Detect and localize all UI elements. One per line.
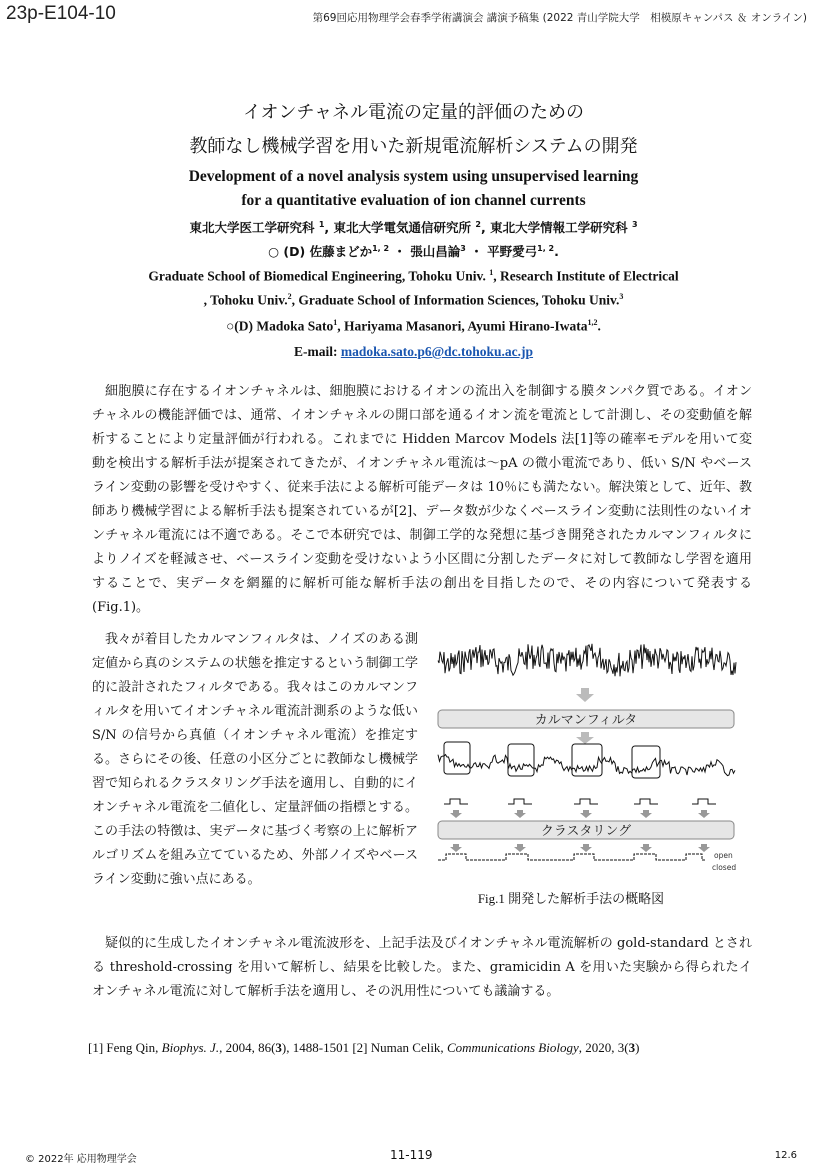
small-down-arrow-icon	[580, 844, 592, 852]
sup: 1	[489, 268, 494, 277]
english-title-line-1: Development of a novel analysis system using unsupervised learning	[188, 168, 639, 185]
english-affiliations-line-1	[0, 268, 827, 285]
author-en-a: ○(D) Madoka Sato	[226, 318, 334, 334]
down-arrow-2	[576, 732, 594, 744]
closed-label: closed	[712, 863, 737, 872]
small-down-arrow-icon	[514, 844, 526, 852]
small-arrows-row-1	[450, 810, 710, 818]
english-affiliations-line-2	[0, 292, 827, 309]
small-down-arrow-icon	[514, 810, 526, 818]
down-arrow-1	[576, 688, 594, 702]
affiliation-en-b: , Research Institute of Electrical	[493, 268, 679, 284]
affiliation-en-d: , Graduate School of Information Sciences, Tohoku Univ.	[291, 292, 620, 308]
author-en-b: , Hariyama Masanori,	[337, 318, 468, 334]
author-prefix: ○ (D)	[268, 244, 310, 259]
email-line	[0, 344, 827, 360]
footer-copyright: © 2022年 応用物理学会	[25, 1154, 137, 1165]
references	[88, 1040, 639, 1056]
sup: 2	[287, 292, 292, 301]
author-en-c: Ayumi Hirano-Iwata	[467, 318, 588, 334]
open-label: open	[714, 851, 733, 860]
body-paragraph-3: 疑似的に生成したイオンチャネル電流波形を、上記手法及びイオンチャネル電流解析の gold-standard とされる threshold-crossing を用いて解析し、結果を比較した。また、gramicidin A を用いた実験から得られたイオンチャネル電流に対して解析手法を適用し、その汎用性についても議論する。	[92, 936, 752, 999]
japanese-affiliations: 東北大学医工学研究科 $^1$, 東北大学電気通信研究所 $^2$, 東北大学情報工学研究科 $^3$	[189, 219, 638, 235]
small-down-arrow-icon	[698, 844, 710, 852]
author-sep: ・	[470, 244, 483, 259]
japanese-title-line-2: 教師なし機械学習を用いた新規電流解析システムの開発	[189, 136, 638, 156]
conference-header: 第69回応用物理学会春季学術講演会 講演予稿集 (2022 青山学院大学 相模原キャンパス ＆ オンライン)	[312, 12, 807, 24]
sup: 3	[460, 243, 466, 253]
ref1-journal: Biophys. J.	[161, 1040, 220, 1055]
segment-box-2	[508, 744, 534, 776]
segment-box-1	[444, 742, 470, 774]
ref2-issue: 3	[628, 1040, 636, 1055]
japanese-title-line-1: イオンチャネル電流の定量的評価のための	[243, 102, 584, 122]
email-label: E-mail:	[293, 344, 341, 359]
ref2-year: , 2020, 3(	[578, 1040, 629, 1055]
japanese-authors: ○ (D) 佐藤まどか$^{1, 2}$ ・ 張山昌論$^3$ ・ 平野愛弓$^{1, 2}$.	[268, 243, 559, 259]
sup: 1, 2	[537, 243, 555, 253]
paper-code: 23p-E104-10	[6, 3, 116, 24]
filtered-current-trace	[438, 755, 735, 776]
kalman-filter-label: カルマンフィルタ	[534, 713, 638, 728]
small-down-arrow-icon	[450, 810, 462, 818]
sup: 3	[631, 219, 638, 229]
raw-current-trace	[438, 644, 736, 677]
small-down-arrow-icon	[640, 844, 652, 852]
ref1-year: , 2004, 86(	[219, 1040, 276, 1055]
affiliation-jp-b: 東北大学電気通信研究所	[333, 220, 472, 235]
author-jp-a: 佐藤まどか	[309, 244, 373, 259]
segment-traces	[444, 799, 716, 804]
sup: 2	[475, 219, 481, 229]
affiliation-en-c: , Tohoku Univ.	[203, 292, 288, 308]
ref2-end: )	[635, 1040, 640, 1055]
english-authors: ○(D) Madoka Sato$^1$, Hariyama Masanori, Ayumi Hirano-Iwata$^{1,2}$.	[226, 318, 601, 334]
footer-page-number: 11-119	[390, 1148, 433, 1162]
ref1-pages: ), 1488-1501	[281, 1040, 353, 1055]
footer-version: 12.6	[774, 1150, 797, 1161]
sup: 3	[619, 292, 624, 301]
ref1-issue: 3	[275, 1040, 282, 1055]
ref1-authors: [1] Feng Qin,	[88, 1040, 162, 1055]
author-jp-c: 平野愛弓	[487, 244, 538, 259]
sup: 1,2	[587, 318, 598, 327]
affiliation-jp-a: 東北大学医工学研究科	[189, 220, 315, 235]
ref2-authors: [2] Numan Celik,	[352, 1040, 447, 1055]
affiliation-en-a: Graduate School of Biomedical Engineering, Tohoku Univ.	[148, 268, 490, 284]
clustering-label: クラスタリング	[540, 824, 632, 839]
sup: 1, 2	[372, 243, 390, 253]
binarized-trace	[438, 854, 706, 860]
email-link[interactable]: madoka.sato.p6@dc.tohoku.ac.jp	[340, 344, 534, 359]
author-sep: ・	[393, 244, 406, 259]
figure-1-diagram	[436, 638, 739, 883]
sup: 1	[333, 318, 338, 327]
small-down-arrow-icon	[450, 844, 462, 852]
body-paragraph-1: 細胞膜に存在するイオンチャネルは、細胞膜におけるイオンの流出入を制御する膜タンパク質である。イオンチャネルの機能評価では、通常、イオンチャネルの開口部を通るイオン流を電流として計測し、その変動値を解析することにより定量評価が行われる。これまでに Hidden Marcov Models 法[1]等の確率モデルを用いて変動を検出する解析手法が提案されてきたが、イオンチャネル電流は～pA の微小電流であり、低い S/N やベースライン変動の影響を受けやすく、従来手法による解析可能データは 10％にも満たない。解決策として、近年、教師あり機械学習による解析手法も提案されているが[2]、データ数が少なくベースライン変動に法則性のないイオンチャネル電流には不適である。そこで本研究では、制御工学的な発想に基づき開発されたカルマンフィルタによりノイズを軽減させ、ベースライン変動を受けないよう小区間に分割したデータに対して教師なし学習を適用することで、実データを網羅的に解析可能な解析手法の創出を目指したので、その内容について発表する(Fig.1)。	[92, 384, 752, 615]
small-down-arrow-icon	[698, 810, 710, 818]
small-down-arrow-icon	[580, 810, 592, 818]
english-title-line-2: for a quantitative evaluation of ion channel currents	[241, 192, 586, 209]
author-jp-b: 張山昌論	[410, 244, 461, 259]
ref2-journal: Communications Biology	[446, 1040, 579, 1055]
small-arrows-row-2	[450, 844, 710, 852]
sup: 1	[318, 219, 325, 229]
body-paragraph-2: 我々が着目したカルマンフィルタは、ノイズのある測定値から真のシステムの状態を推定するという制御工学的に設計されたフィルタである。我々はこのカルマンフィルタを用いてイオンチャネル電流計測系のような低い S/N の信号から真値（イオンチャネル電流）を推定する。さらにその後、任意の小区分ごとに教師なし機械学習で知られるクラスタリング手法を適用し、自動的にイオンチャネル電流を二値化し、定量評価の指標とする。この手法の特徴は、実データに基づく考察の上に解析アルゴリズムを組み立てているため、外部ノイズやベースライン変動に強い点にある。	[92, 632, 418, 887]
small-down-arrow-icon	[640, 810, 652, 818]
figure-caption: Fig.1 開発した解析手法の概略図	[477, 891, 665, 906]
affiliation-jp-c: 東北大学情報工学研究科	[490, 220, 628, 235]
